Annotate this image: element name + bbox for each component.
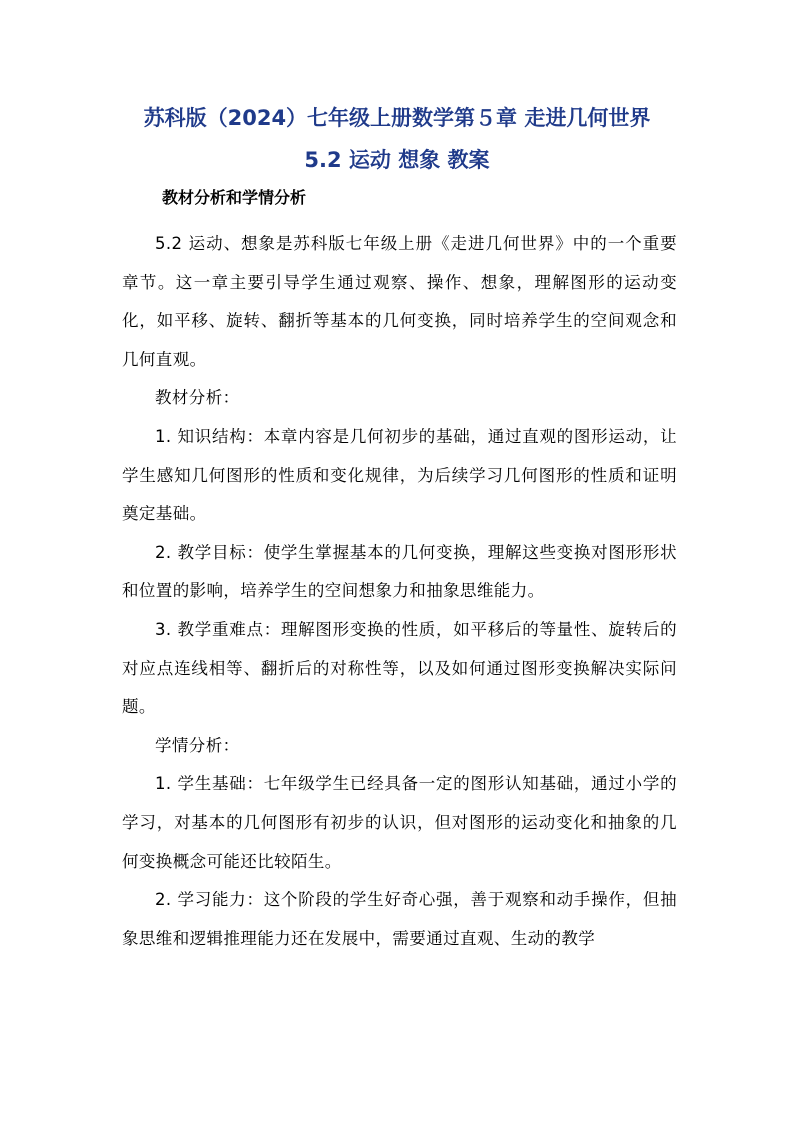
paragraph-student-foundation: 1. 学生基础：七年级学生已经具备一定的图形认知基础，通过小学的学习，对基本的几何图形有初步的认识，但对图形的运动变化和抽象的几何变换概念可能还比较陌生。 [122, 774, 677, 871]
paragraph-knowledge-structure: 1. 知识结构：本章内容是几何初步的基础，通过直观的图形运动，让学生感知几何图形的性质和变化规律，为后续学习几何图形的性质和证明奠定基础。 [122, 426, 677, 524]
section-heading: 教材分析和学情分析 [162, 188, 307, 207]
paragraph-key-difficulties: 3. 教学重难点：理解图形变换的性质，如平移后的等量性、旋转后的对应点连线相等、翻折后的对称性等，以及如何通过图形变换解决实际问题。 [122, 619, 677, 717]
document-title-line-1: 苏科版（2024）七年级上册数学第５章 走进几何世界 [143, 106, 651, 130]
paragraph-teaching-goals: 2. 教学目标：使学生掌握基本的几何变换，理解这些变换对图形形状和位置的影响，培养学生的空间想象力和抽象思维能力。 [122, 542, 677, 601]
paragraph-intro: 5.2 运动、想象是苏科版七年级上册《走进几何世界》中的一个重要章节。这一章主要引导学生通过观察、操作、想象，理解图形的运动变化，如平移、旋转、翻折等基本的几何变换，同时培养学生的空间观念和几何直观。 [122, 234, 677, 369]
paragraph-textbook-analysis-heading: 教材分析： [155, 388, 240, 408]
document-body [122, 225, 677, 958]
paragraph-learning-ability: 2. 学习能力：这个阶段的学生好奇心强，善于观察和动手操作，但抽象思维和逻辑推理能力还在发展中，需要通过直观、生动的教学 [122, 890, 677, 948]
paragraph-student-analysis-heading: 学情分析： [155, 735, 240, 755]
document-title-line-2: 5.2 运动 想象 教案 [304, 148, 490, 172]
